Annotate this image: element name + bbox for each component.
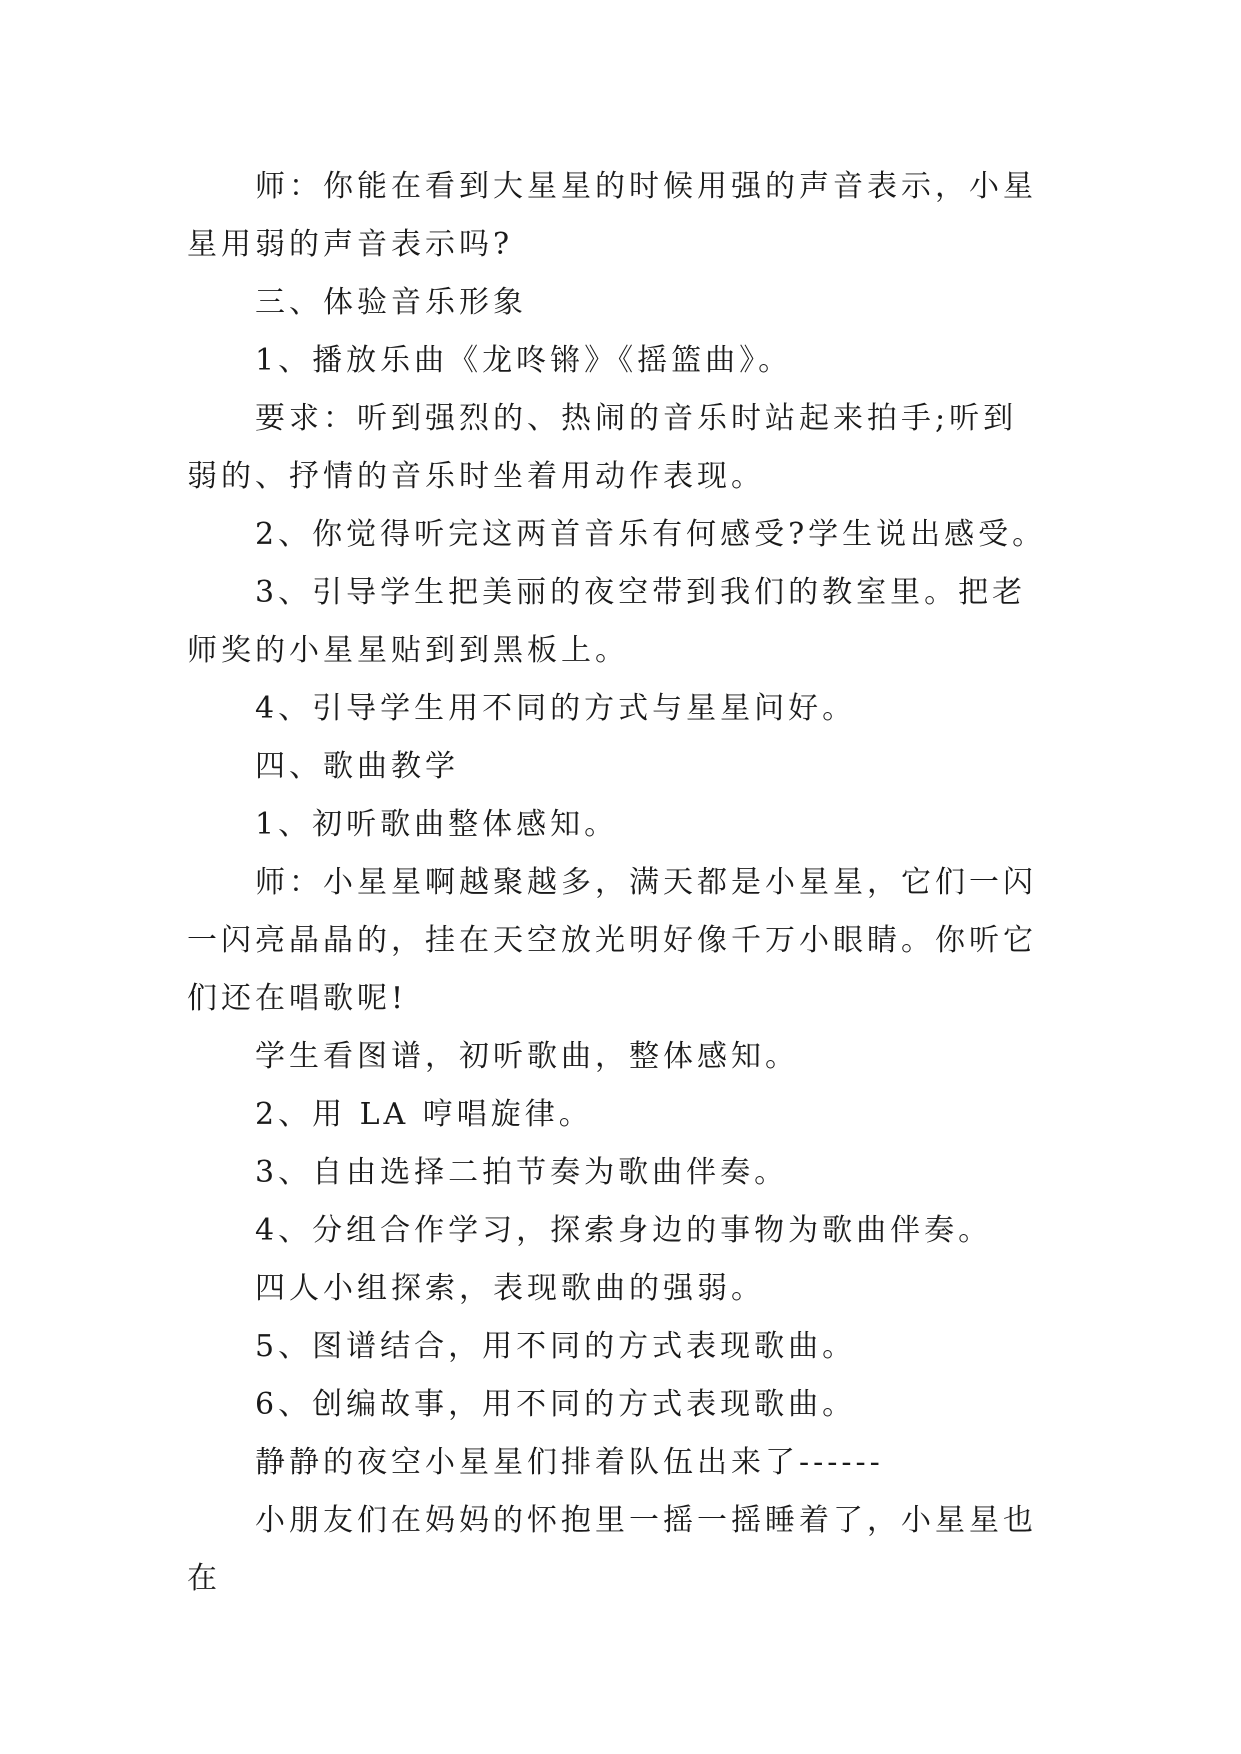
paragraph-first-listen: 1、初听歌曲整体感知。: [255, 807, 619, 842]
paragraph-night-sky: 3、引导学生把美丽的夜空带到我们的教室里。把老师奖的小星星贴到到黑板上。: [187, 575, 1027, 668]
paragraph-feelings: 2、你觉得听完这两首音乐有何感受?学生说出感受。: [255, 517, 1047, 552]
paragraph-teacher-stars: 师：小星星啊越聚越多，满天都是小星星，它们一闪一闪亮晶晶的，挂在天空放光明好像千万小眼睛。你听它们还在唱歌呢!: [187, 865, 1037, 1016]
paragraph-greet-stars: 4、引导学生用不同的方式与星星问好。: [255, 691, 857, 726]
paragraph-requirement: 要求：听到强烈的、热闹的音乐时站起来拍手;听到弱的、抒情的音乐时坐着用动作表现。: [187, 401, 1018, 494]
paragraph-group-work: 4、分组合作学习，探索身边的事物为歌曲伴奏。: [255, 1213, 993, 1248]
paragraph-quiet-night: 静静的夜空小星星们排着队伍出来了------: [255, 1445, 884, 1480]
paragraph-score-combine: 5、图谱结合，用不同的方式表现歌曲。: [255, 1329, 857, 1364]
paragraph-play-music: 1、播放乐曲《龙咚锵》《摇篮曲》。: [255, 343, 793, 378]
document-body: [187, 158, 1049, 1608]
paragraph-group-explore: 四人小组探索，表现歌曲的强弱。: [255, 1271, 765, 1306]
paragraph-children-sleep: 小朋友们在妈妈的怀抱里一摇一摇睡着了，小星星也在: [187, 1503, 1037, 1596]
paragraph-students-score: 学生看图谱，初听歌曲，整体感知。: [255, 1039, 799, 1074]
section-heading-experience-music: 三、体验音乐形象: [255, 285, 527, 320]
paragraph-rhythm: 3、自由选择二拍节奏为歌曲伴奏。: [255, 1155, 789, 1190]
paragraph-hum-melody: 2、用 LA 哼唱旋律。: [255, 1097, 593, 1132]
paragraph-create-story: 6、创编故事，用不同的方式表现歌曲。: [255, 1387, 857, 1422]
section-heading-song-teaching: 四、歌曲教学: [255, 749, 459, 784]
paragraph-teacher-question: 师：你能在看到大星星的时候用强的声音表示，小星星用弱的声音表示吗?: [187, 169, 1037, 262]
